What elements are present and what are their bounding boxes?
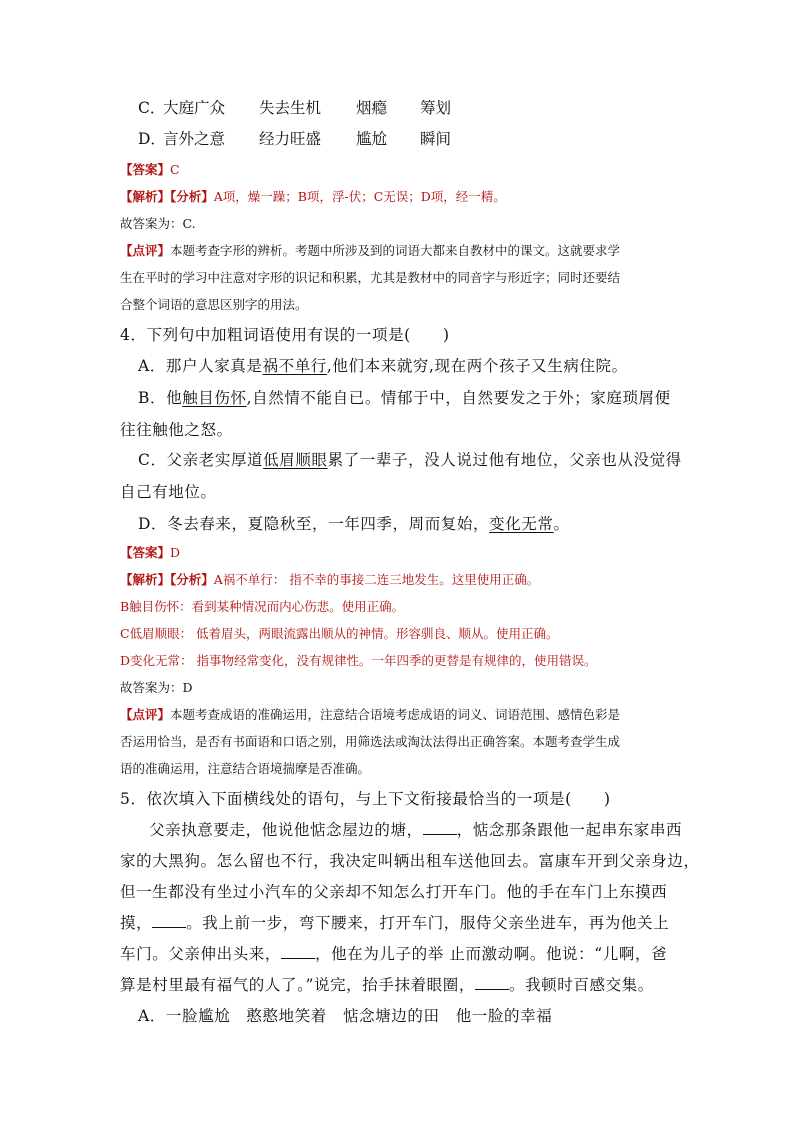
q5-passage-line: 车门。父亲伸出头来， ，他在为儿子的举 止而激动啊。他说：“儿啊，爸 xyxy=(120,945,668,963)
q5-stem: 5．依次填入下面横线处的语句，与上下文衔接最恰当的一项是( ) xyxy=(120,790,611,808)
option-word: 言外之意 xyxy=(163,130,226,148)
option-word: 筹划 xyxy=(420,99,452,117)
q4-option-b-cont: 往往触他之怒。 xyxy=(120,421,233,439)
option-word: 尴尬 xyxy=(356,130,388,148)
option-word: 瞬间 xyxy=(420,130,452,148)
q5-option-a: A．一脸尴尬 憨憨地笑着 惦念塘边的田 他一脸的幸福 xyxy=(138,1007,553,1025)
q4-comment-line: 语的准确运用，注意结合语境揣摩是否准确。 xyxy=(120,761,371,776)
q4-term: 祸不单行 xyxy=(262,357,327,375)
q4-analysis-line: C低眉顺眼： 低着眉头，两眼流露出顺从的神情。形容驯良、顺从。使用正确。 xyxy=(120,626,559,641)
option-word: 经力旺盛 xyxy=(259,130,322,148)
q3-answer: 【答案】C xyxy=(120,162,180,177)
q4-analysis-line: B触目伤怀：看到某种情况而内心伤悲。使用正确。 xyxy=(120,599,405,614)
q4-stem: 4．下列句中加粗词语使用有误的一项是( ) xyxy=(120,326,450,344)
fill-blank xyxy=(475,975,509,990)
q4-term: 变化无常 xyxy=(489,515,554,533)
q5-passage-line: 摸， 。我上前一步，弯下腰来，打开车门，服侍父亲坐进车，再为他关上 xyxy=(120,914,670,932)
option-letter: C． xyxy=(138,99,166,117)
option-letter: D． xyxy=(138,130,166,148)
q4-option-c-cont: 自己有地位。 xyxy=(120,483,217,501)
option-word: 失去生机 xyxy=(259,99,322,117)
q4-analysis-line: D变化无常： 指事物经常变化，没有规律性。一年四季的更替是有规律的，使用错误。 xyxy=(120,653,597,668)
fill-blank xyxy=(281,944,315,959)
q4-comment-line: 否运用恰当，是否有书面语和口语之别，用筛选法或淘汰法得出正确答案。本题考查学生成 xyxy=(120,734,621,749)
q4-term: 触目伤怀 xyxy=(182,389,247,407)
option-word: 大庭广众 xyxy=(163,99,226,117)
q4-term: 低眉顺眼 xyxy=(263,451,328,469)
q4-option-a: A．那户人家真是祸不单行,他们本来就穷,现在两个孩子又生病住院。 xyxy=(138,357,628,375)
q3-analysis: 【解析】【分析】A项，燥一躁；B项，浮-伏；C无误；D项，经一精。 xyxy=(120,189,506,204)
q3-comment-line: 生在平时的学习中注意对字形的识记和积累，尤其是教材中的同音字与形近字；同时还要结 xyxy=(120,270,621,285)
q4-option-b: B．他触目伤怀,自然情不能自已。情郁于中，自然要发之于外；家庭琐屑便 xyxy=(138,389,671,407)
q4-option-d: D．冬去春来，夏隐秋至，一年四季，周而复始，变化无常。 xyxy=(138,515,570,533)
q5-passage-line: 家的大黑狗。怎么留也不行，我决定叫辆出租车送他回去。富康车开到父亲身边， xyxy=(120,852,700,870)
option-word: 烟瘾 xyxy=(356,99,388,117)
q4-analysis: 【解析】【分析】A祸不单行： 指不幸的事接二连三地发生。这里使用正确。 xyxy=(120,572,540,587)
q4-comment: 【点评】本题考查成语的准确运用，注意结合语境考虑成语的词义、词语范围、感情色彩是 xyxy=(120,707,621,722)
q5-passage-line: 算是村里最有福气的人了。”说完，抬手抹着眼圈， 。我顿时百感交集。 xyxy=(120,976,654,994)
q3-conclusion: 故答案为：C. xyxy=(120,216,196,231)
q5-passage-line: 但一生都没有坐过小汽车的父亲却不知怎么打开车门。他的手在车门上东摸西 xyxy=(120,883,668,901)
fill-blank xyxy=(423,820,457,835)
q4-option-c: C．父亲老实厚道低眉顺眼累了一辈子，没人说过他有地位，父亲也从没觉得 xyxy=(138,451,682,469)
q4-answer: 【答案】D xyxy=(120,545,181,560)
q4-conclusion: 故答案为：D xyxy=(120,680,193,695)
q3-comment: 【点评】本题考查字形的辨析。考题中所涉及到的词语大都来自教材中的课文。这就要求学 xyxy=(120,243,621,258)
q5-passage-line: 父亲执意要走，他说他惦念屋边的塘， ，惦念那条跟他一起串东家串西 xyxy=(149,821,683,839)
fill-blank xyxy=(152,913,186,928)
q3-comment-line: 合整个词语的意思区别字的用法。 xyxy=(120,297,308,312)
